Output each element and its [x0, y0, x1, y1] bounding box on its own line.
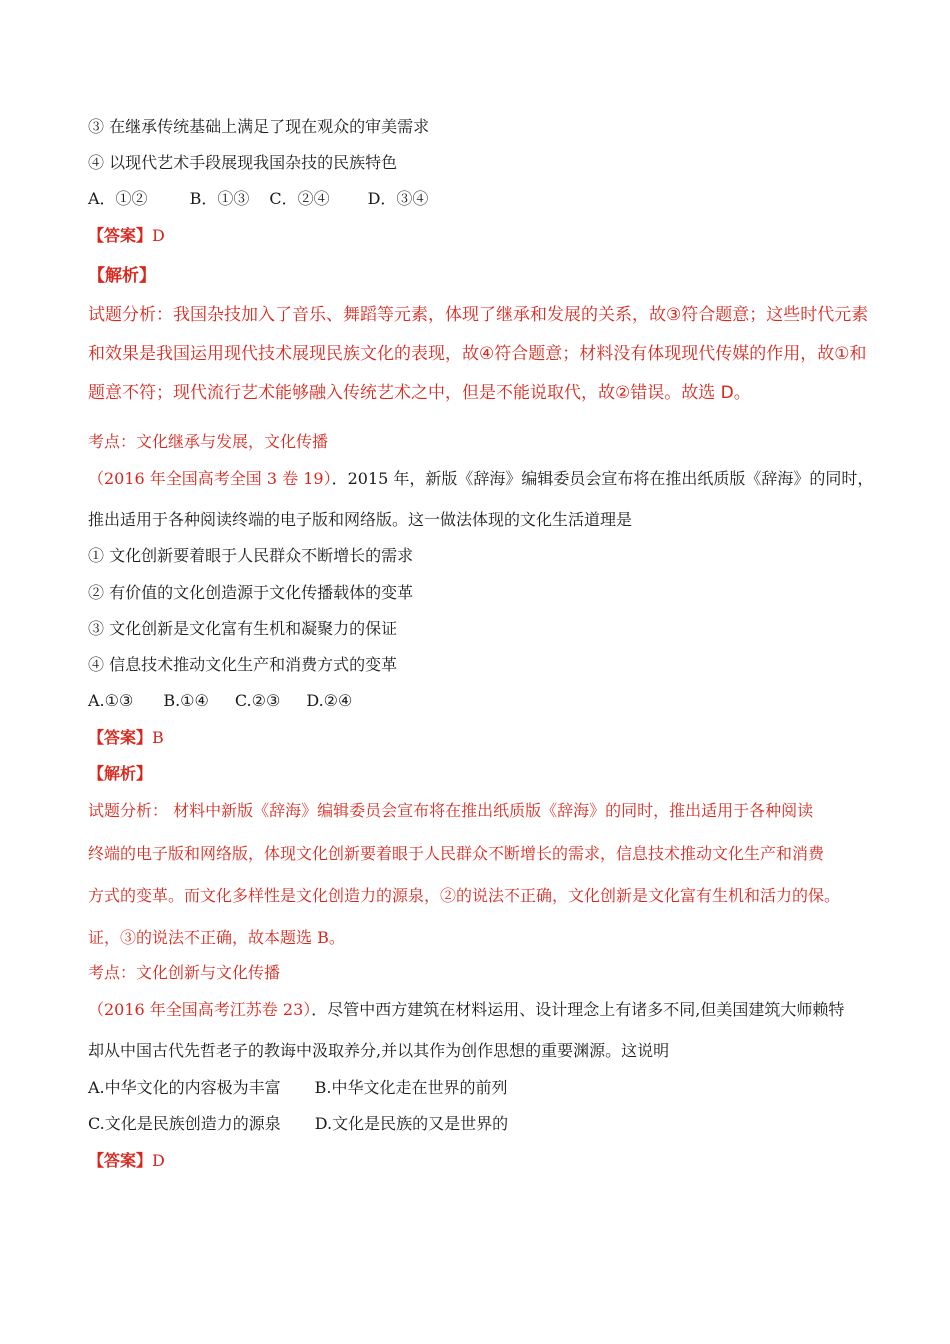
q3-choice-d: D.文化是民族的又是世界的 [314, 1114, 509, 1133]
q2-choice-b: B.①④ [163, 691, 209, 710]
q3-choice-b: B.中华文化走在世界的前列 [314, 1078, 508, 1097]
q1-choice-a: A．①② [88, 189, 148, 208]
q2-source: （2016 年全国高考全国 3 卷 19） [88, 469, 332, 488]
q1-answer [88, 226, 165, 246]
q3-choices-row-2 [88, 1114, 508, 1134]
q2-choice-c: C.②③ [234, 691, 281, 710]
q3-answer-value: D [152, 1151, 165, 1170]
q2-choices [88, 691, 352, 711]
q2-stem-text: ．2015 年，新版《辞海》编辑委员会宣布将在推出纸质版《辞海》的同时， [331, 469, 874, 488]
q2-analysis-label: 【解析】 [88, 764, 153, 783]
q1-answer-label: 【答案】 [88, 226, 153, 245]
q1-kaodian: 考点：文化继承与发展，文化传播 [88, 432, 329, 451]
q2-choice-a: A.①③ [88, 691, 134, 710]
q2-option-1: ① 文化创新要着眼于人民群众不断增长的需求 [88, 546, 414, 565]
q3-stem-text: ．尽管中西方建筑在材料运用、设计理念上有诸多不同,但美国建筑大师赖特 [311, 1000, 845, 1019]
q2-answer-value: B [152, 728, 164, 747]
q1-analysis-line-3: 题意不符；现代流行艺术能够融入传统艺术之中，但是不能说取代，故②错误。故选 D。 [88, 383, 751, 403]
q1-analysis-label: 【解析】 [88, 266, 156, 286]
q1-analysis-line-2: 和效果是我国运用现代技术展现民族文化的表现，故④符合题意；材料没有体现现代传媒的作用，故①和 [88, 344, 867, 364]
q3-stem-line-1 [88, 1000, 844, 1020]
q2-answer [88, 728, 164, 748]
q2-kaodian: 考点：文化创新与文化传播 [88, 963, 281, 982]
q3-stem-line-2: 却从中国古代先哲老子的教诲中汲取养分,并以其作为创作思想的重要渊源。这说明 [88, 1041, 670, 1060]
q2-stem-line-1 [88, 469, 873, 489]
q1-option-4: ④ 以现代艺术手段展现我国杂技的民族特色 [88, 153, 398, 172]
q3-choices-row-1 [88, 1078, 508, 1098]
q1-choices [88, 189, 428, 209]
q3-choice-c: C.文化是民族创造力的源泉 [88, 1114, 281, 1133]
q3-answer-label: 【答案】 [88, 1151, 153, 1170]
q2-analysis-line-4: 证，③的说法不正确，故本题选 B。 [88, 928, 345, 947]
q1-option-3: ③ 在继承传统基础上满足了现在观众的审美需求 [88, 117, 430, 136]
q1-choice-b: B．①③ [189, 189, 250, 208]
q2-choice-d: D.②④ [306, 691, 353, 710]
q2-analysis-line-1: 试题分析： 材料中新版《辞海》编辑委员会宣布将在推出纸质版《辞海》的同时，推出适用于各种阅读 [88, 801, 814, 820]
q2-analysis-line-2: 终端的电子版和网络版，体现文化创新要着眼于人民群众不断增长的需求，信息技术推动文化生产和消费 [88, 844, 825, 863]
q3-choice-a: A.中华文化的内容极为丰富 [88, 1078, 281, 1097]
q1-answer-value: D [152, 226, 165, 245]
q2-option-2: ② 有价值的文化创造源于文化传播载体的变革 [88, 583, 414, 602]
q2-option-3: ③ 文化创新是文化富有生机和凝聚力的保证 [88, 619, 398, 638]
q2-analysis-line-3: 方式的变革。而文化多样性是文化创造力的源泉，②的说法不正确，文化创新是文化富有生机和活力的保。 [88, 886, 841, 905]
q1-choice-c: C．②④ [269, 189, 330, 208]
q3-source: （2016 年全国高考江苏卷 23） [88, 1000, 312, 1019]
q2-option-4: ④ 信息技术推动文化生产和消费方式的变革 [88, 655, 398, 674]
q1-analysis-line-1: 试题分析：我国杂技加入了音乐、舞蹈等元素，体现了继承和发展的关系，故③符合题意；这些时代元素 [88, 305, 869, 325]
q1-choice-d: D．③④ [367, 189, 429, 208]
q3-answer [88, 1151, 165, 1171]
q2-stem-line-2: 推出适用于各种阅读终端的电子版和网络版。这一做法体现的文化生活道理是 [88, 510, 633, 529]
q2-answer-label: 【答案】 [88, 728, 153, 747]
